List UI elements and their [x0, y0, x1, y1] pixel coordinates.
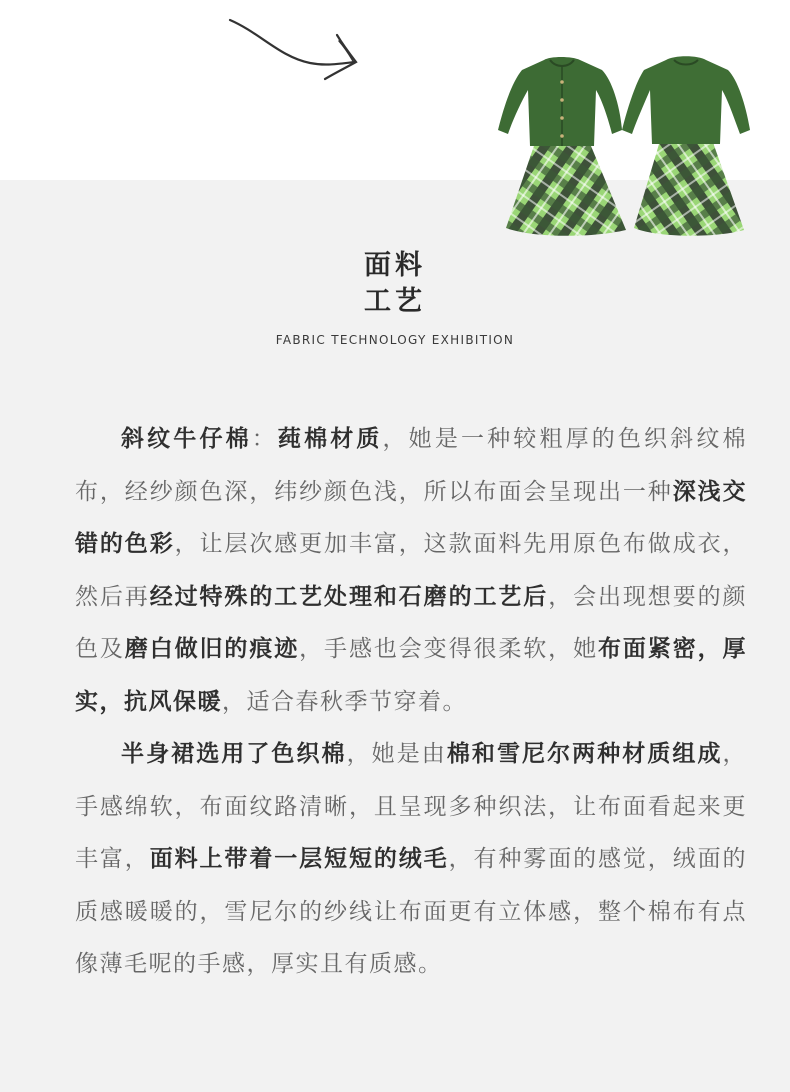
- denim-text-5: ，适合春秋季节穿着。: [222, 688, 467, 715]
- skirt-text-3: ，有种雾面的感觉，绒面的质感暖暖的，雪尼尔的纱线让布面更有立体感，整个棉布有点像薄毛呢的手感，厚实且有质感。: [75, 846, 748, 977]
- denim-text-3: ，会出现想要的颜色及: [75, 583, 748, 662]
- hand-drawn-arrow-icon: [225, 15, 365, 85]
- denim-emph-2: 深浅交错的色彩: [75, 478, 748, 557]
- denim-text-4: ，手感也会变得很柔软，她: [299, 636, 598, 662]
- skirt-emph-2: 面料上带着一层短短的绒毛: [149, 846, 449, 872]
- title-line-1: 面料: [364, 250, 426, 281]
- title-subtitle: FABRIC TECHNOLOGY EXHIBITION: [275, 333, 515, 347]
- denim-text-1: ，她是一种较粗厚的色织斜纹棉布，经纱颜色深，纬纱颜色浅，所以布面会呈现出一种: [75, 426, 748, 505]
- skirt-text-1: ，她是由: [346, 741, 447, 767]
- skirt-text-2: ，手感绵软，布面纹路清晰，且呈现多种织法，让布面看起来更丰富，: [75, 741, 747, 872]
- skirt-lead: 半身裙选用了色织棉: [121, 741, 347, 767]
- outfit-front-image: [498, 52, 628, 237]
- section-title: [0, 248, 790, 347]
- fabric-paragraph-denim: [75, 413, 747, 728]
- denim-sep: ：: [251, 426, 278, 452]
- skirt-emph-1: 棉和雪尼尔两种材质组成: [446, 741, 723, 767]
- denim-lead: 斜纹牛仔棉: [121, 426, 252, 452]
- denim-text-2: ，让层次感更加丰富，这款面料先用原色布做成衣，然后再: [75, 531, 748, 610]
- title-line-2: 工艺: [364, 286, 426, 317]
- denim-emph-3: 经过特殊的工艺处理和石磨的工艺后: [149, 583, 549, 610]
- fabric-paragraph-skirt: [75, 728, 747, 991]
- denim-emph-4: 磨白做旧的痕迹: [124, 636, 300, 662]
- denim-emph-5: 布面紧密，厚实，抗风保暖: [75, 636, 748, 715]
- description-body: [75, 413, 747, 991]
- outfit-back-image: [622, 52, 752, 237]
- denim-emph-1: 莼棉材质: [277, 426, 383, 452]
